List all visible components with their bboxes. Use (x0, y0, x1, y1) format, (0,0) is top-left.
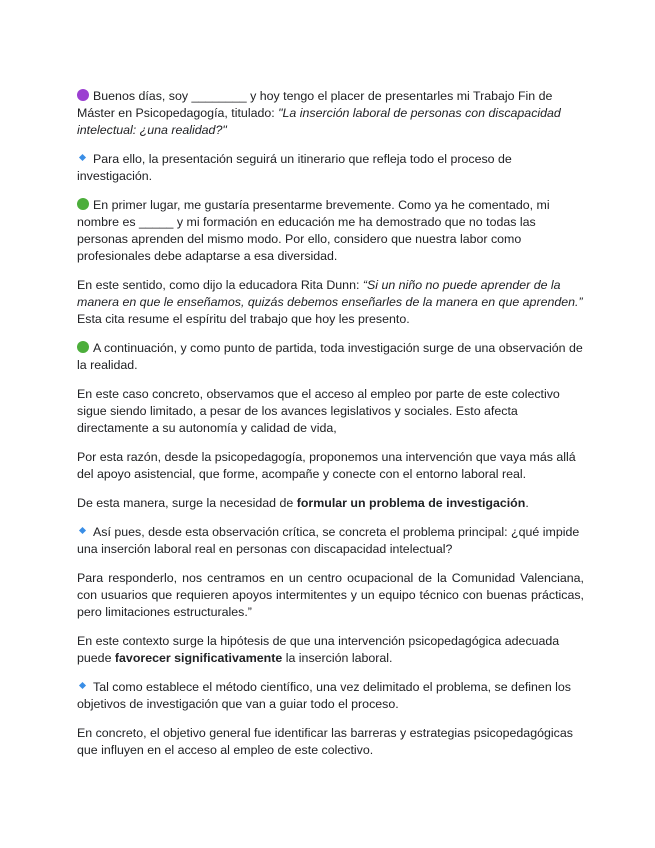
rita-dunn-quote: “Si un niño no puede aprender de la manera en que le enseñamos, quizás debemos enseñarles de la manera en que aprenden.” (77, 278, 583, 309)
hypothesis-text: En este contexto surge la hipótesis de que una intervención psicopedagógica adecuada puede (77, 634, 560, 665)
problem-need-bold: formular un problema de investigación (296, 496, 526, 510)
paragraph-reason (77, 449, 584, 483)
starting-point-text: A continuación, y como punto de partida, toda investigación surge de una observación de la realidad. (77, 341, 583, 372)
purple-circle-icon (77, 89, 89, 101)
green-circle-icon (77, 198, 89, 210)
green-circle-icon (77, 341, 89, 353)
quote-intro: En este sentido, como dijo la educadora Rita Dunn: (77, 278, 363, 292)
method-text: Tal como establece el método científico, una vez delimitado el problema, se definen los objetivos de investigación que van a guiar todo el proceso. (77, 680, 571, 711)
hypothesis-bold: favorecer significativamente (114, 651, 283, 665)
paragraph-center (77, 570, 584, 621)
reason-text: Por esta razón, desde la psicopedagogía, proponemos una intervención que vaya más allá del apoyo asistencial, que forme, acompañe y conecte con el entorno laboral real. (77, 450, 576, 481)
paragraph-observation (77, 386, 584, 437)
center-text: Para responderlo, nos centramos en un centro ocupacional de la Comunidad Valenciana, con usuarios que requieren apoyos intermitentes y un equipo técnico con buenas prácticas, pero limitaciones estructurales.” (77, 571, 584, 619)
paragraph-starting-point (77, 340, 584, 374)
problem-need-text: De esta manera, surge la necesidad de (77, 496, 297, 510)
presentation-text: En primer lugar, me gustaría presentarme brevemente. Como ya he comentado, mi nombre es _____ y mi formación en educación me ha demostrado que no todas las personas aprenden del mismo modo. Por ello, considero que nuestra labor como profesionales debe adaptarse a esa diversidad. (77, 198, 550, 263)
problem-need-end: . (525, 496, 529, 510)
blue-diamond-icon (77, 152, 89, 164)
blue-diamond-icon (77, 525, 89, 537)
paragraph-itinerary (77, 151, 584, 185)
quote-outro: Esta cita resume el espíritu del trabajo que hoy les presento. (77, 312, 410, 326)
paragraph-objective (77, 725, 584, 759)
paragraph-hypothesis (77, 633, 584, 667)
paragraph-main-problem (77, 524, 584, 558)
itinerary-text: Para ello, la presentación seguirá un itinerario que refleja todo el proceso de investigación. (77, 152, 512, 183)
objective-text: En concreto, el objetivo general fue identificar las barreras y estrategias psicopedagógicas que influyen en el acceso al empleo de este colectivo. (77, 726, 573, 757)
blue-diamond-icon (77, 680, 89, 692)
hypothesis-end: la inserción laboral. (282, 651, 393, 665)
paragraph-presentation (77, 197, 584, 265)
paragraph-intro (77, 88, 584, 139)
intro-text: Buenos días, soy ________ y hoy tengo el placer de presentarles mi Trabajo Fin de Máster en Psicopedagogía, titulado: (77, 89, 553, 120)
paragraph-quote (77, 277, 584, 328)
thesis-title: "La inserción laboral de personas con discapacidad intelectual: ¿una realidad?" (77, 106, 561, 137)
paragraph-problem-need (77, 495, 584, 512)
main-problem-text: Así pues, desde esta observación crítica, se concreta el problema principal: ¿qué impide una inserción laboral real en personas con discapacidad intelectual? (77, 525, 580, 556)
observation-text: En este caso concreto, observamos que el acceso al empleo por parte de este colectivo sigue siendo limitado, a pesar de los avances legislativos y sociales. Esto afecta directamente a su autonomía y calidad de vida, (77, 387, 560, 435)
paragraph-method (77, 679, 584, 713)
